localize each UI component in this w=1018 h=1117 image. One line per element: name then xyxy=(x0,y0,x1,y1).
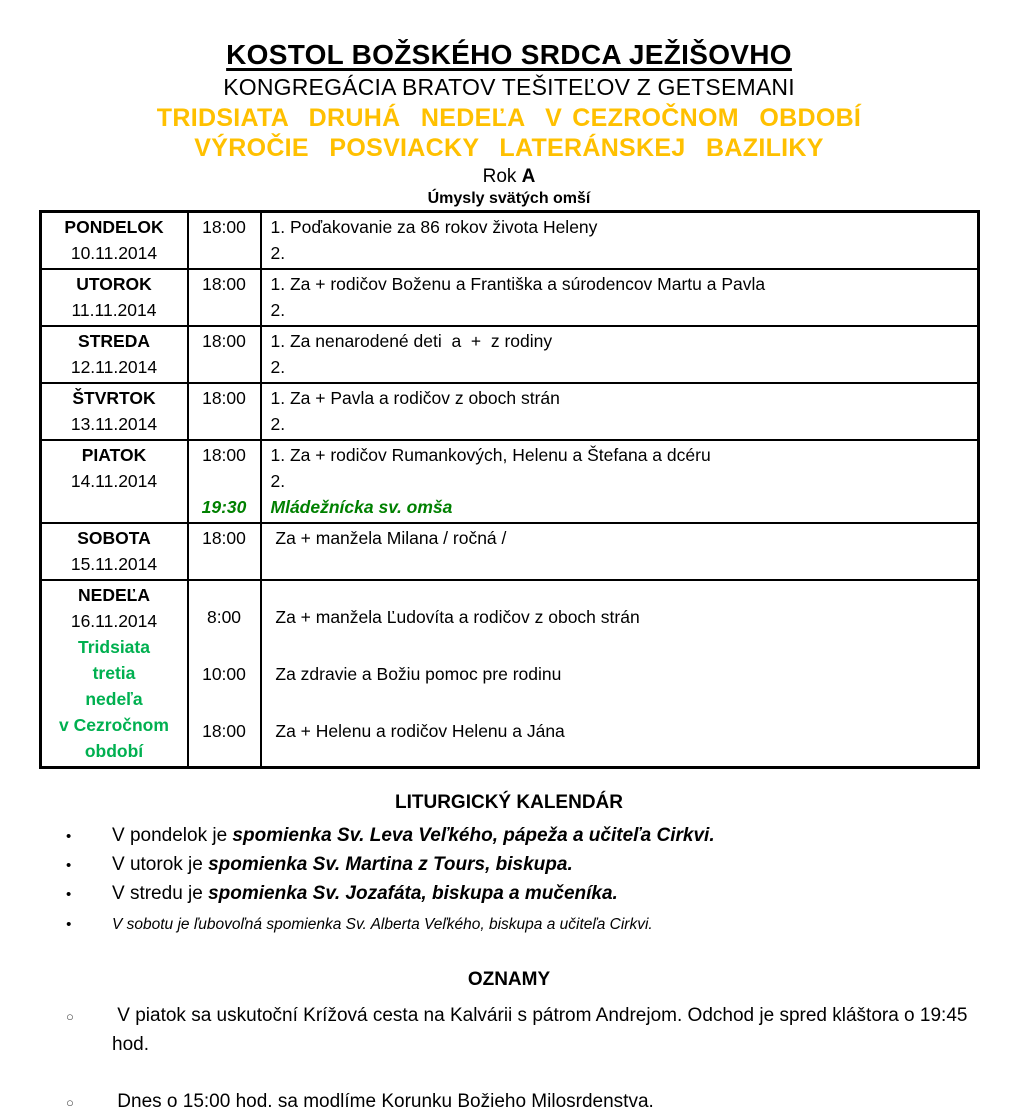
mass-time xyxy=(189,240,260,266)
day-line: ŠTVRTOK xyxy=(72,388,156,408)
day-cell xyxy=(42,581,189,766)
liturgical-calendar-section xyxy=(0,790,1018,938)
day-cell xyxy=(42,327,189,382)
day-line: období xyxy=(84,741,144,761)
day-line: 13.11.2014 xyxy=(70,414,158,434)
calendar-item-emphasis: spomienka Sv. Leva Veľkého, pápeža a učiteľa Cirkvi. xyxy=(232,825,715,846)
day-line: SOBOTA xyxy=(77,528,151,548)
intention-cell xyxy=(262,384,977,439)
mass-time xyxy=(189,297,260,323)
mass-intention: 1. Za nenarodené deti a + z rodiny xyxy=(270,331,553,351)
mass-intention: Za zdravie a Božiu pomoc pre rodinu xyxy=(270,663,562,684)
calendar-item-emphasis: spomienka Sv. Martina z Tours, biskupa. xyxy=(208,854,573,875)
feast-line-2: VÝROČIE POSVIACKY LATERÁNSKEJ BAZILIKY xyxy=(194,134,824,162)
congregation-subtitle: KONGREGÁCIA BRATOV TEŠITEĽOV Z GETSEMANI xyxy=(223,74,795,100)
time-cell xyxy=(189,327,262,382)
mass-schedule xyxy=(39,210,980,769)
schedule-row xyxy=(42,268,977,325)
announcements-list xyxy=(0,1001,1018,1117)
mass-intention: 1. Poďakovanie za 86 rokov života Heleny xyxy=(270,217,598,237)
announcement-item xyxy=(0,1001,1018,1059)
schedule-row xyxy=(42,522,977,579)
mass-intention: 1. Za + Pavla a rodičov z oboch strán xyxy=(270,388,560,408)
mass-intention: 1. Za + rodičov Boženu a Františka a súrodencov Martu a Pavla xyxy=(270,274,766,294)
bullet-icon: • xyxy=(66,886,72,903)
day-cell xyxy=(42,270,189,325)
mass-intention: 2. xyxy=(270,471,286,491)
year-value: A xyxy=(521,166,536,187)
calendar-item-text xyxy=(112,911,653,938)
schedule-row xyxy=(42,382,977,439)
bulletin-header xyxy=(0,38,1018,209)
day-line: v Cezročnom xyxy=(59,715,169,735)
calendar-item-emphasis: ľubovoľná spomienka Sv. Alberta Veľkého, biskupa a učiteľa Cirkvi. xyxy=(193,916,653,933)
mass-time xyxy=(189,468,260,494)
announcement-item xyxy=(0,1087,1018,1117)
day-line: 16.11.2014 xyxy=(70,611,158,631)
calendar-item-prefix: V pondelok je xyxy=(112,825,233,846)
announcements-title: OZNAMY xyxy=(467,969,551,990)
liturgical-year xyxy=(0,164,1018,189)
mass-time: 19:30 xyxy=(201,497,247,517)
intention-cell xyxy=(262,524,977,579)
day-line: 14.11.2014 xyxy=(70,471,158,491)
calendar-item-text xyxy=(112,851,573,878)
mass-time: 10:00 xyxy=(202,663,246,684)
intention-cell xyxy=(262,581,977,766)
calendar-item xyxy=(0,822,1018,850)
time-cell xyxy=(189,441,262,522)
mass-time: 18:00 xyxy=(202,720,246,741)
bullet-icon: • xyxy=(66,916,72,933)
calendar-item-prefix: V utorok je xyxy=(112,854,209,875)
day-line: 10.11.2014 xyxy=(70,243,158,263)
day-cell xyxy=(42,524,189,579)
announcement-text: V piatok sa uskutoční Krížová cesta na Kalvárii s pátrom Andrejom. Odchod je spred kláštora o 19:45 hod. xyxy=(112,1005,973,1055)
mass-time: 18:00 xyxy=(202,445,246,465)
mass-intention: Za + Helenu a rodičov Helenu a Jána xyxy=(270,720,565,741)
page-title: KOSTOL BOŽSKÉHO SRDCA JEŽIŠOVHO xyxy=(226,39,792,70)
bullet-icon: • xyxy=(66,828,72,845)
mass-intention: 2. xyxy=(270,243,286,263)
schedule-row xyxy=(42,325,977,382)
time-cell xyxy=(189,384,262,439)
mass-intention: 2. xyxy=(270,357,286,377)
announcement-text: Dnes o 15:00 hod. sa modlíme Korunku Božieho Milosrdenstva. xyxy=(112,1091,654,1112)
mass-intention: Za + manžela Ľudovíta a rodičov z oboch strán xyxy=(270,606,640,627)
calendar-item xyxy=(0,880,1018,908)
calendar-item xyxy=(0,911,1018,938)
mass-time: 8:00 xyxy=(206,606,242,627)
calendar-item-prefix: V stredu je xyxy=(112,883,209,904)
schedule-row xyxy=(42,439,977,522)
day-line: STREDA xyxy=(78,331,150,351)
time-cell xyxy=(189,524,262,579)
mass-time: 18:00 xyxy=(202,388,246,408)
day-cell xyxy=(42,384,189,439)
calendar-item-text xyxy=(112,822,715,849)
day-line: 12.11.2014 xyxy=(70,357,158,377)
day-line: nedeľa xyxy=(85,689,143,709)
mass-time: 18:00 xyxy=(202,274,246,294)
calendar-item-text xyxy=(112,880,618,907)
day-line: PONDELOK xyxy=(64,217,164,237)
calendar-item xyxy=(0,851,1018,879)
mass-intention: 2. xyxy=(270,300,286,320)
intention-cell xyxy=(262,213,977,268)
feast-line-1: TRIDSIATA DRUHÁ NEDEĽA V CEZROČNOM OBDOBÍ xyxy=(156,104,862,132)
liturgical-calendar-list xyxy=(0,822,1018,938)
mass-intention: Mládežnícka sv. omša xyxy=(270,497,453,517)
intention-cell xyxy=(262,270,977,325)
mass-time xyxy=(189,354,260,380)
intention-cell xyxy=(262,327,977,382)
day-line: tretia xyxy=(92,663,136,683)
day-line: PIATOK xyxy=(81,445,147,465)
announcements-section xyxy=(0,967,1018,1117)
time-cell xyxy=(189,581,262,766)
mass-time: 18:00 xyxy=(202,528,246,548)
mass-intention: Za + manžela Milana / ročná / xyxy=(270,528,507,548)
circle-bullet-icon: ○ xyxy=(66,1095,74,1110)
schedule-row xyxy=(42,213,977,268)
mass-time: 18:00 xyxy=(202,217,246,237)
mass-intention: 1. Za + rodičov Rumankových, Helenu a Štefana a dcéru xyxy=(270,445,711,465)
calendar-item-prefix: V sobotu je xyxy=(112,916,194,933)
calendar-item-emphasis: spomienka Sv. Jozafáta, biskupa a mučeníka. xyxy=(208,883,618,904)
mass-intention: 2. xyxy=(270,414,286,434)
day-line: Tridsiata xyxy=(78,637,150,657)
day-cell xyxy=(42,441,189,522)
day-line: 15.11.2014 xyxy=(70,554,158,574)
day-line: NEDEĽA xyxy=(78,585,150,605)
bullet-icon: • xyxy=(66,857,72,874)
mass-time xyxy=(189,411,260,437)
year-prefix: Rok xyxy=(482,166,522,187)
liturgical-calendar-title: LITURGICKÝ KALENDÁR xyxy=(395,792,623,813)
schedule-caption: Úmysly svätých omší xyxy=(427,190,591,207)
intention-cell xyxy=(262,441,977,522)
day-line: 11.11.2014 xyxy=(71,300,157,320)
mass-time: 18:00 xyxy=(202,331,246,351)
day-line: UTOROK xyxy=(76,274,152,294)
time-cell xyxy=(189,213,262,268)
schedule-row xyxy=(42,579,977,766)
day-cell xyxy=(42,213,189,268)
circle-bullet-icon: ○ xyxy=(66,1009,74,1024)
time-cell xyxy=(189,270,262,325)
